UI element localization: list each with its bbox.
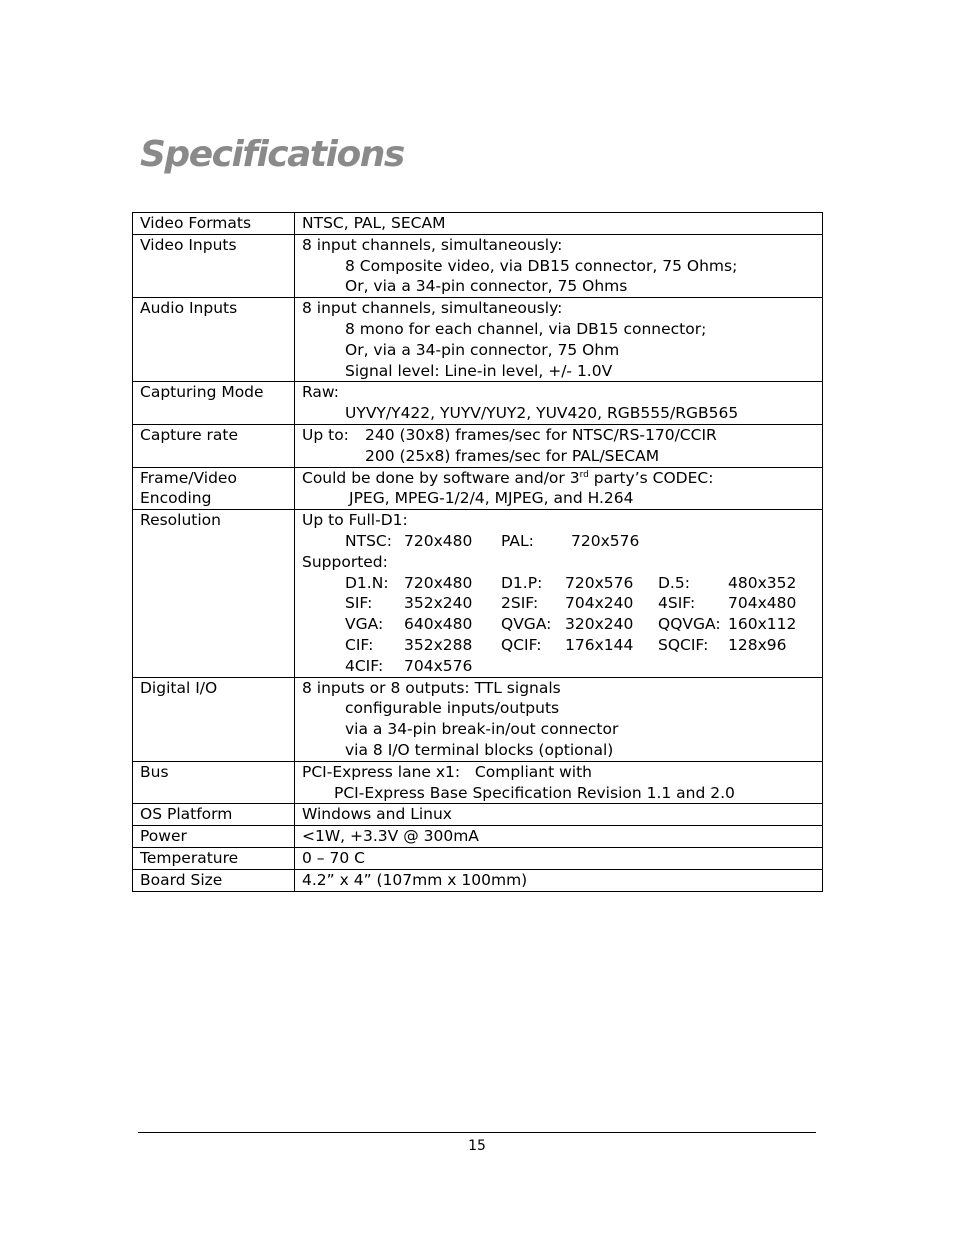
resolution-name: D.5: xyxy=(658,573,690,592)
footer-divider xyxy=(138,1132,816,1133)
page-number: 15 xyxy=(468,1138,486,1154)
table-row xyxy=(133,510,823,677)
resolution-row xyxy=(302,614,816,635)
resolution-name: PAL: xyxy=(501,531,534,550)
resolution-size: 720x480 xyxy=(404,573,473,592)
resolution-size: 320x240 xyxy=(565,615,634,634)
table-row xyxy=(133,213,823,235)
spec-value: <1W, +3.3V @ 300mA xyxy=(295,826,823,848)
table-row xyxy=(133,677,823,761)
spec-value xyxy=(295,234,823,297)
resolution-name: NTSC: xyxy=(345,531,392,550)
spec-value: NTSC, PAL, SECAM xyxy=(295,213,823,235)
table-row xyxy=(133,424,823,467)
spec-value xyxy=(295,424,823,467)
resolution-name: D1.N: xyxy=(345,573,389,592)
spec-line: via a 34-pin break-in/out connector xyxy=(345,720,619,739)
resolution-row xyxy=(302,593,816,614)
resolution-size: 128x96 xyxy=(728,635,787,654)
spec-value: Windows and Linux xyxy=(295,804,823,826)
resolution-row xyxy=(302,656,816,677)
spec-line-text: 240 (30x8) frames/sec for NTSC/RS-170/CCIR xyxy=(365,425,717,444)
table-row xyxy=(133,847,823,869)
ordinal-superscript: rd xyxy=(579,469,589,480)
resolution-name: 4SIF: xyxy=(658,594,696,613)
resolution-row xyxy=(302,573,816,594)
spec-line: JPEG, MPEG-1/2/4, MJPEG, and H.264 xyxy=(349,489,634,508)
spec-line: Raw: xyxy=(302,383,339,402)
spec-line: Signal level: Line-in level, +/- 1.0V xyxy=(345,361,613,380)
spec-value xyxy=(295,761,823,804)
resolution-size: 720x480 xyxy=(404,531,473,550)
resolution-size: 640x480 xyxy=(404,615,473,634)
spec-value: 0 – 70 C xyxy=(295,847,823,869)
spec-label: Temperature xyxy=(133,847,295,869)
resolution-size: 704x480 xyxy=(728,594,797,613)
resolution-name: SQCIF: xyxy=(658,635,709,654)
resolution-size: 352x288 xyxy=(404,635,473,654)
spec-line: 8 input channels, simultaneously: xyxy=(302,235,563,254)
spec-value xyxy=(295,382,823,425)
spec-label: Capturing Mode xyxy=(133,382,295,425)
resolution-name: QCIF: xyxy=(501,635,542,654)
spec-label-line: Encoding xyxy=(140,489,212,508)
spec-value xyxy=(295,677,823,761)
resolution-name: 4CIF: xyxy=(345,656,384,675)
spec-label: Resolution xyxy=(133,510,295,677)
spec-label-line: Frame/Video xyxy=(140,468,237,487)
spec-line: via 8 I/O terminal blocks (optional) xyxy=(345,740,614,759)
resolution-size: 704x240 xyxy=(565,594,634,613)
page-title: Specifications xyxy=(140,134,404,175)
spec-line: 8 inputs or 8 outputs: TTL signals xyxy=(302,678,561,697)
spec-line: Or, via a 34-pin connector, 75 Ohms xyxy=(345,277,628,296)
spec-label: Video Inputs xyxy=(133,234,295,297)
spec-value xyxy=(295,298,823,382)
resolution-size: 704x576 xyxy=(404,656,473,675)
spec-line-text: Could be done by software and/or 3 xyxy=(302,468,580,487)
spec-line: configurable inputs/outputs xyxy=(345,699,560,718)
resolution-name: 2SIF: xyxy=(501,594,539,613)
spec-label: Board Size xyxy=(133,869,295,891)
resolution-name: QVGA: xyxy=(501,615,552,634)
up-to-prefix: Up to: xyxy=(302,425,349,444)
spec-label: Power xyxy=(133,826,295,848)
table-row xyxy=(133,761,823,804)
resolution-row xyxy=(302,635,816,656)
specifications-table xyxy=(132,212,823,892)
resolution-name: SIF: xyxy=(345,594,373,613)
resolution-size: 176x144 xyxy=(565,635,634,654)
table-row xyxy=(133,298,823,382)
spec-line: PCI-Express Base Specification Revision 1.1 and 2.0 xyxy=(334,783,735,802)
spec-line: 200 (25x8) frames/sec for PAL/SECAM xyxy=(365,446,660,465)
spec-label: Digital I/O xyxy=(133,677,295,761)
spec-line-text: party’s CODEC: xyxy=(588,468,714,487)
spec-line: 8 mono for each channel, via DB15 connector; xyxy=(345,319,707,338)
spec-value xyxy=(295,510,823,677)
spec-label: Audio Inputs xyxy=(133,298,295,382)
resolution-size: 480x352 xyxy=(728,573,797,592)
spec-label: Bus xyxy=(133,761,295,804)
spec-label: Capture rate xyxy=(133,424,295,467)
table-row xyxy=(133,869,823,891)
table-row xyxy=(133,826,823,848)
resolution-size: 160x112 xyxy=(728,615,797,634)
table-row xyxy=(133,467,823,510)
resolution-name: VGA: xyxy=(345,615,384,634)
resolution-name: CIF: xyxy=(345,635,374,654)
table-row xyxy=(133,382,823,425)
spec-line: Or, via a 34-pin connector, 75 Ohm xyxy=(345,340,620,359)
spec-label: Video Formats xyxy=(133,213,295,235)
resolution-size: 720x576 xyxy=(565,573,634,592)
table-row xyxy=(133,234,823,297)
resolution-row xyxy=(302,531,816,552)
resolution-name: D1.P: xyxy=(501,573,543,592)
spec-line: Up to Full-D1: xyxy=(302,511,408,530)
resolution-size: 720x576 xyxy=(571,531,640,550)
spec-line xyxy=(302,468,816,489)
spec-line: 8 input channels, simultaneously: xyxy=(302,299,563,318)
spec-label: OS Platform xyxy=(133,804,295,826)
spec-line: 8 Composite video, via DB15 connector, 75 Ohms; xyxy=(345,256,738,275)
resolution-name: QQVGA: xyxy=(658,615,721,634)
spec-label xyxy=(133,467,295,510)
spec-line: UYVY/Y422, YUYV/YUY2, YUV420, RGB555/RGB565 xyxy=(345,404,739,423)
spec-line xyxy=(302,425,816,446)
spec-line: PCI-Express lane x1: Compliant with xyxy=(302,762,592,781)
resolution-size: 352x240 xyxy=(404,594,473,613)
spec-line: Supported: xyxy=(302,552,388,571)
spec-value: 4.2” x 4” (107mm x 100mm) xyxy=(295,869,823,891)
table-row xyxy=(133,804,823,826)
spec-value xyxy=(295,467,823,510)
